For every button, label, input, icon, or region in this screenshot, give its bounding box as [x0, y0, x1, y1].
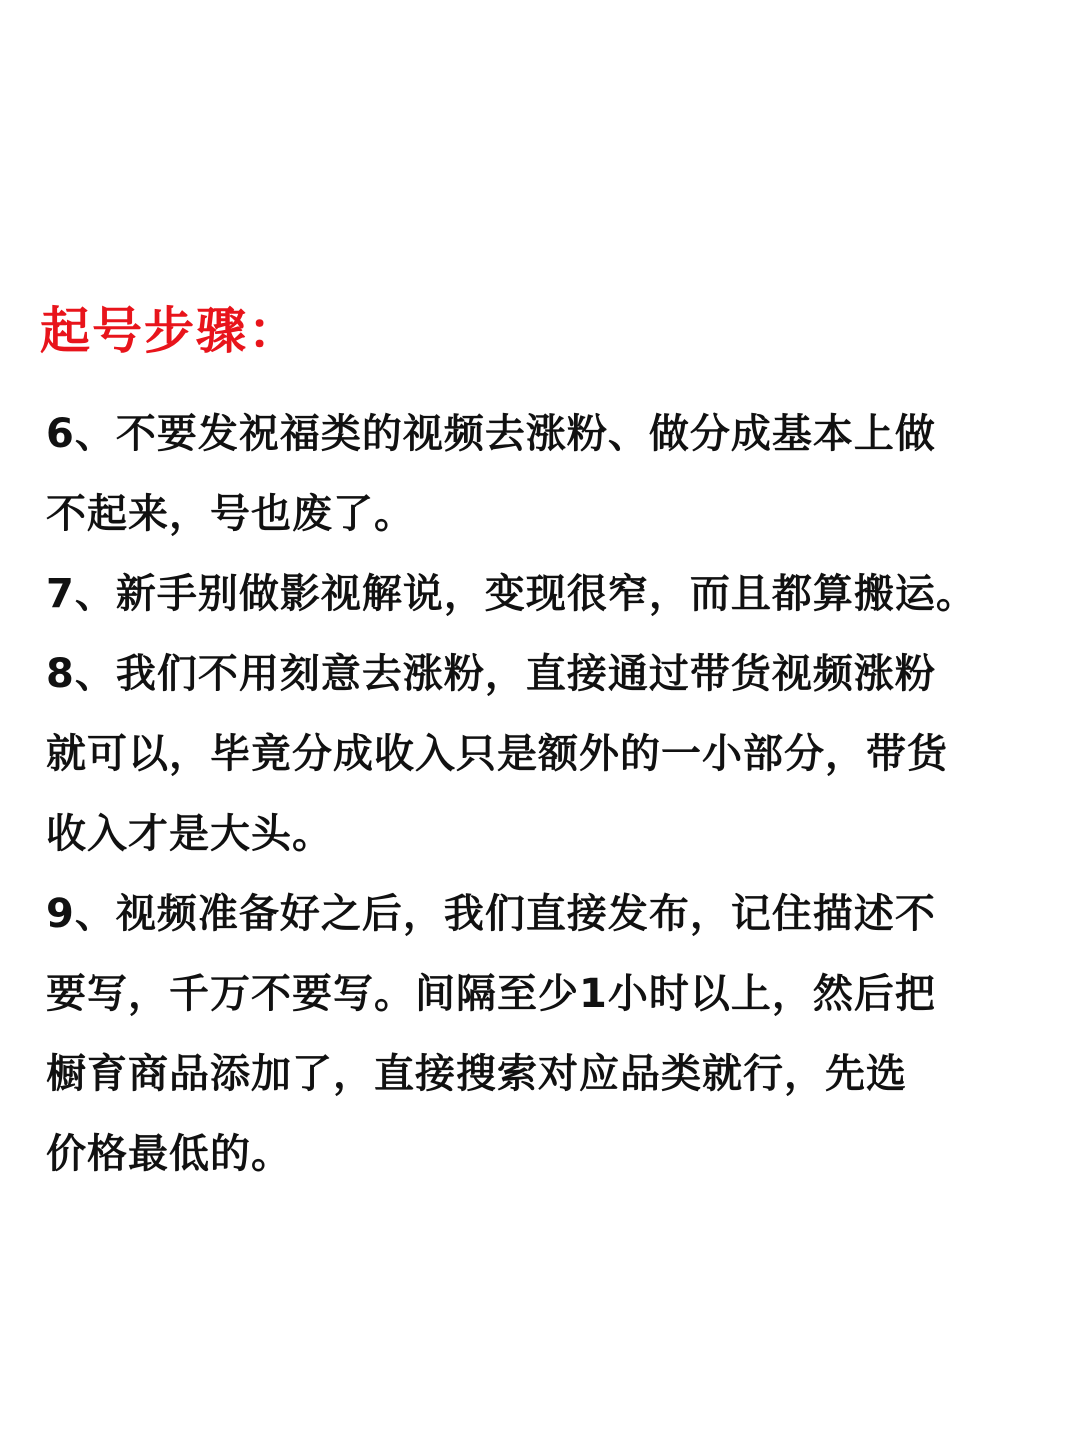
section-heading: 起号步骤： [40, 301, 300, 360]
step-8-paragraph [46, 634, 1056, 874]
text-line: 要写，千万不要写。间隔至少1小时以上，然后把 [46, 971, 936, 1017]
text-line: 橱育商品添加了，直接搜索对应品类就行，先选 [46, 1051, 907, 1097]
steps-body [46, 394, 1056, 1194]
text-line: 就可以，毕竟分成收入只是额外的一小部分，带货 [46, 731, 948, 777]
text-line: 不起来，号也废了。 [46, 491, 415, 537]
step-9-paragraph [46, 874, 1056, 1194]
text-line: 7、新手别做影视解说，变现很窄，而且都算搬运。 [46, 571, 977, 617]
text-line: 6、不要发祝福类的视频去涨粉、做分成基本上做 [46, 411, 936, 457]
step-6-paragraph [46, 394, 1056, 554]
text-line: 8、我们不用刻意去涨粉，直接通过带货视频涨粉 [46, 651, 936, 697]
step-7-paragraph [46, 554, 1056, 634]
text-line: 收入才是大头。 [46, 811, 333, 857]
text-line: 价格最低的。 [46, 1131, 292, 1177]
text-line: 9、视频准备好之后，我们直接发布，记住描述不 [46, 891, 936, 937]
